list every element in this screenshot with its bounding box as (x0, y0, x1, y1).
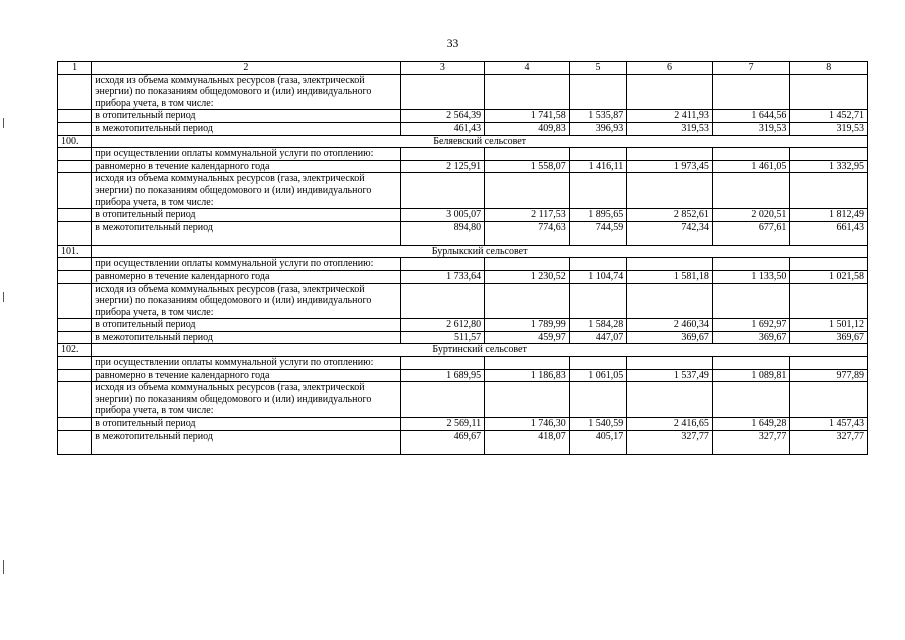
row-number-cell (58, 430, 92, 454)
value-cell (790, 382, 868, 418)
row-number-cell (58, 369, 92, 382)
value-cell: 661,43 (790, 221, 868, 245)
value-cell (790, 258, 868, 271)
header-cell: 6 (627, 62, 713, 75)
row-label: равномерно в течение календарного года (92, 160, 400, 173)
value-cell: 459,97 (485, 331, 570, 344)
value-cell: 2 411,93 (627, 110, 713, 123)
value-cell: 1 452,71 (790, 110, 868, 123)
table-row (58, 209, 868, 222)
value-cell: 1 895,65 (569, 209, 626, 222)
value-cell: 1 733,64 (400, 270, 485, 283)
value-cell (712, 258, 790, 271)
value-cell: 409,83 (485, 122, 570, 135)
value-cell (400, 148, 485, 161)
value-cell: 2 020,51 (712, 209, 790, 222)
value-cell: 327,77 (627, 430, 713, 454)
value-cell: 461,43 (400, 122, 485, 135)
header-cell: 8 (790, 62, 868, 75)
value-cell: 1 540,59 (569, 418, 626, 431)
value-cell: 2 416,65 (627, 418, 713, 431)
value-cell: 774,63 (485, 221, 570, 245)
row-label: исходя из объема коммунальных ресурсов (газа, электрической энергии) по показаниям общедомового и (или) индивидуального прибора учета, в том числе: (92, 382, 400, 418)
value-cell (627, 258, 713, 271)
value-cell (790, 173, 868, 209)
table-row (58, 148, 868, 161)
row-number-cell (58, 74, 92, 110)
row-number-cell (58, 319, 92, 332)
value-cell (485, 357, 570, 370)
section-number: 100. (58, 135, 92, 148)
value-cell (485, 258, 570, 271)
table-row (58, 319, 868, 332)
header-cell: 2 (92, 62, 400, 75)
value-cell: 319,53 (790, 122, 868, 135)
row-number-cell (58, 283, 92, 319)
value-cell: 418,07 (485, 430, 570, 454)
row-number-cell (58, 270, 92, 283)
row-label: исходя из объема коммунальных ресурсов (газа, электрической энергии) по показаниям общедомового и (или) индивидуального прибора учета, в том числе: (92, 74, 400, 110)
value-cell: 1 535,87 (569, 110, 626, 123)
value-cell: 2 117,53 (485, 209, 570, 222)
section-title: Бурлыкский сельсовет (92, 245, 868, 258)
table-row (58, 74, 868, 110)
value-cell: 1 416,11 (569, 160, 626, 173)
value-cell (569, 357, 626, 370)
header-row (58, 62, 868, 75)
header-cell: 3 (400, 62, 485, 75)
value-cell: 1 186,83 (485, 369, 570, 382)
value-cell (790, 357, 868, 370)
row-number-cell (58, 382, 92, 418)
table-row (58, 173, 868, 209)
header-cell: 5 (569, 62, 626, 75)
table-row (58, 331, 868, 344)
value-cell: 511,57 (400, 331, 485, 344)
row-label: равномерно в течение календарного года (92, 369, 400, 382)
header-cell: 1 (58, 62, 92, 75)
value-cell (569, 258, 626, 271)
header-cell: 4 (485, 62, 570, 75)
value-cell: 369,67 (790, 331, 868, 344)
header-cell: 7 (712, 62, 790, 75)
value-cell (627, 148, 713, 161)
value-cell: 2 612,80 (400, 319, 485, 332)
value-cell (400, 74, 485, 110)
value-cell (569, 173, 626, 209)
row-number-cell (58, 148, 92, 161)
value-cell: 469,67 (400, 430, 485, 454)
table-body (58, 62, 868, 455)
table-row (58, 430, 868, 454)
section-number: 102. (58, 344, 92, 357)
table-row (58, 122, 868, 135)
table-row (58, 258, 868, 271)
row-label: в межотопительный период (92, 331, 400, 344)
value-cell: 405,17 (569, 430, 626, 454)
value-cell (627, 382, 713, 418)
value-cell (790, 148, 868, 161)
row-label: исходя из объема коммунальных ресурсов (газа, электрической энергии) по показаниям общедомового и (или) индивидуального прибора учета, в том числе: (92, 283, 400, 319)
value-cell (400, 283, 485, 319)
table-row (58, 160, 868, 173)
table-row (58, 221, 868, 245)
table-row (58, 369, 868, 382)
value-cell: 327,77 (712, 430, 790, 454)
value-cell: 1 973,45 (627, 160, 713, 173)
section-header-row (58, 245, 868, 258)
value-cell: 327,77 (790, 430, 868, 454)
value-cell: 1 741,58 (485, 110, 570, 123)
value-cell: 1 461,05 (712, 160, 790, 173)
value-cell: 2 569,11 (400, 418, 485, 431)
tariff-table (57, 61, 868, 455)
row-number-cell (58, 173, 92, 209)
value-cell (712, 382, 790, 418)
value-cell: 1 501,12 (790, 319, 868, 332)
row-number-cell (58, 209, 92, 222)
row-label: в отопительный период (92, 319, 400, 332)
value-cell: 1 558,07 (485, 160, 570, 173)
value-cell: 1 689,95 (400, 369, 485, 382)
value-cell: 1 644,56 (712, 110, 790, 123)
value-cell (485, 382, 570, 418)
row-label: при осуществлении оплаты коммунальной услуги по отоплению: (92, 357, 400, 370)
value-cell: 1 581,18 (627, 270, 713, 283)
value-cell: 1 230,52 (485, 270, 570, 283)
value-cell: 1 649,28 (712, 418, 790, 431)
row-number-cell (58, 160, 92, 173)
scan-margin-mark (3, 560, 4, 574)
row-number-cell (58, 418, 92, 431)
row-number-cell (58, 110, 92, 123)
row-label: в межотопительный период (92, 221, 400, 245)
row-label: равномерно в течение календарного года (92, 270, 400, 283)
value-cell (790, 283, 868, 319)
value-cell: 1 692,97 (712, 319, 790, 332)
value-cell (569, 148, 626, 161)
value-cell: 1 133,50 (712, 270, 790, 283)
page-number: 33 (446, 38, 459, 50)
row-label: в отопительный период (92, 110, 400, 123)
value-cell: 1 537,49 (627, 369, 713, 382)
value-cell: 369,67 (627, 331, 713, 344)
value-cell: 1 457,43 (790, 418, 868, 431)
value-cell (485, 148, 570, 161)
row-number-cell (58, 221, 92, 245)
value-cell: 1 089,81 (712, 369, 790, 382)
value-cell: 1 789,99 (485, 319, 570, 332)
value-cell: 1 021,58 (790, 270, 868, 283)
section-number: 101. (58, 245, 92, 258)
row-label: в межотопительный период (92, 430, 400, 454)
row-number-cell (58, 122, 92, 135)
value-cell: 2 564,39 (400, 110, 485, 123)
value-cell (400, 258, 485, 271)
value-cell: 2 125,91 (400, 160, 485, 173)
value-cell (400, 382, 485, 418)
row-number-cell (58, 258, 92, 271)
section-title: Буртинский сельсовет (92, 344, 868, 357)
value-cell: 1 584,28 (569, 319, 626, 332)
value-cell (485, 173, 570, 209)
value-cell: 447,07 (569, 331, 626, 344)
value-cell (485, 283, 570, 319)
value-cell (627, 173, 713, 209)
table-row (58, 110, 868, 123)
section-header-row (58, 344, 868, 357)
row-number-cell (58, 331, 92, 344)
value-cell (400, 173, 485, 209)
value-cell (569, 382, 626, 418)
value-cell (569, 74, 626, 110)
value-cell: 1 061,05 (569, 369, 626, 382)
value-cell: 319,53 (712, 122, 790, 135)
section-title: Беляевский сельсовет (92, 135, 868, 148)
row-label: в отопительный период (92, 418, 400, 431)
value-cell (712, 357, 790, 370)
table-row (58, 382, 868, 418)
value-cell (627, 74, 713, 110)
value-cell: 742,34 (627, 221, 713, 245)
row-label: в межотопительный период (92, 122, 400, 135)
value-cell: 1 812,49 (790, 209, 868, 222)
value-cell (627, 283, 713, 319)
table-row (58, 283, 868, 319)
row-label: при осуществлении оплаты коммунальной услуги по отоплению: (92, 148, 400, 161)
scan-margin-mark (3, 118, 4, 128)
value-cell: 1 332,95 (790, 160, 868, 173)
value-cell: 894,80 (400, 221, 485, 245)
value-cell (712, 173, 790, 209)
value-cell (712, 74, 790, 110)
value-cell (569, 283, 626, 319)
row-label: в отопительный период (92, 209, 400, 222)
section-header-row (58, 135, 868, 148)
value-cell: 2 460,34 (627, 319, 713, 332)
value-cell (712, 148, 790, 161)
value-cell: 396,93 (569, 122, 626, 135)
scan-margin-mark (3, 292, 4, 302)
row-label: при осуществлении оплаты коммунальной услуги по отоплению: (92, 258, 400, 271)
value-cell: 319,53 (627, 122, 713, 135)
value-cell: 977,89 (790, 369, 868, 382)
row-number-cell (58, 357, 92, 370)
value-cell (627, 357, 713, 370)
table-row (58, 270, 868, 283)
table-row (58, 418, 868, 431)
value-cell: 1 104,74 (569, 270, 626, 283)
value-cell: 744,59 (569, 221, 626, 245)
value-cell: 677,61 (712, 221, 790, 245)
table-row (58, 357, 868, 370)
row-label: исходя из объема коммунальных ресурсов (газа, электрической энергии) по показаниям общедомового и (или) индивидуального прибора учета, в том числе: (92, 173, 400, 209)
value-cell (790, 74, 868, 110)
value-cell (712, 283, 790, 319)
value-cell: 2 852,61 (627, 209, 713, 222)
value-cell (485, 74, 570, 110)
value-cell: 1 746,30 (485, 418, 570, 431)
value-cell: 369,67 (712, 331, 790, 344)
value-cell: 3 005,07 (400, 209, 485, 222)
value-cell (400, 357, 485, 370)
